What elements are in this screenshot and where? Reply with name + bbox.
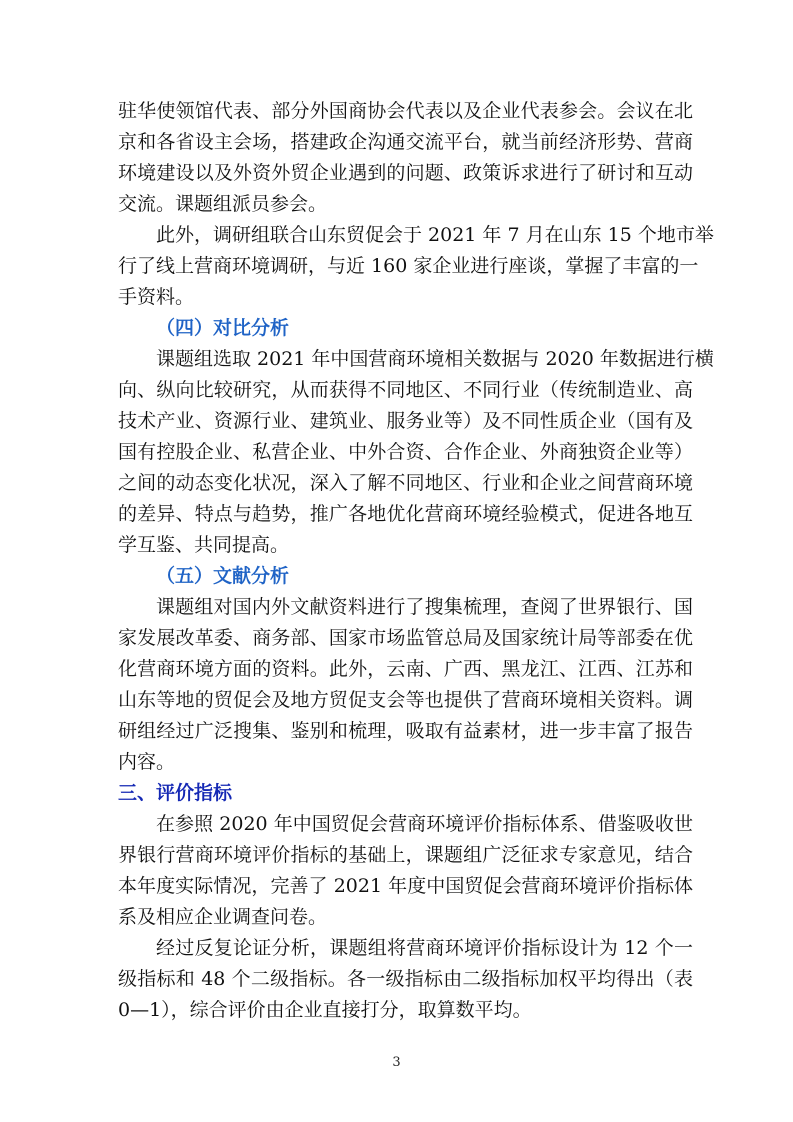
text-line: 化营商环境方面的资料。此外，云南、广西、黑龙江、江西、江苏和	[118, 658, 693, 680]
text-line: 界银行营商环境评价指标的基础上，课题组广泛征求专家意见，结合	[118, 844, 693, 866]
subsection-heading-literature-analysis: （五）文献分析	[156, 565, 290, 587]
text-line: 山东等地的贸促会及地方贸促支会等也提供了营商环境相关资料。调	[118, 689, 693, 711]
text-line: 内容。	[118, 751, 176, 773]
text-line: 本年度实际情况，完善了 2021 年度中国贸促会营商环境评价指标体	[118, 875, 693, 897]
text-line: 家发展改革委、商务部、国家市场监管总局及国家统计局等部委在优	[118, 627, 693, 649]
paragraph-meeting-participants	[118, 96, 693, 220]
paragraph-literature-analysis	[118, 592, 693, 778]
page-body	[118, 96, 714, 1026]
section-heading-evaluation-indicators: 三、评价指标	[118, 782, 233, 804]
text-line: 国有控股企业、私营企业、中外合资、合作企业、外商独资企业等）	[118, 441, 693, 463]
paragraph-indicator-system	[118, 809, 693, 933]
text-line: 学互鉴、共同提高。	[118, 534, 290, 556]
subsection-heading-comparative-analysis: （四）对比分析	[156, 317, 290, 339]
text-line: 此外，调研组联合山东贸促会于 2021 年 7 月在山东 15 个地市举	[156, 224, 714, 246]
page-number: 3	[392, 1055, 401, 1070]
text-line: 之间的动态变化状况，深入了解不同地区、行业和企业之间营商环境	[118, 472, 693, 494]
text-line: 级指标和 48 个二级指标。各一级指标由二级指标加权平均得出（表	[118, 968, 693, 990]
text-line: 驻华使领馆代表、部分外国商协会代表以及企业代表参会。会议在北	[118, 100, 693, 122]
text-line: 的差异、特点与趋势，推广各地优化营商环境经验模式，促进各地互	[118, 503, 693, 525]
text-line: 系及相应企业调查问卷。	[118, 906, 328, 928]
text-line: 交流。课题组派员参会。	[118, 193, 328, 215]
text-line: 技术产业、资源行业、建筑业、服务业等）及不同性质企业（国有及	[118, 410, 693, 432]
text-line: 经过反复论证分析，课题组将营商环境评价指标设计为 12 个一	[156, 937, 693, 959]
text-line: 环境建设以及外资外贸企业遇到的问题、政策诉求进行了研讨和互动	[118, 162, 693, 184]
text-line: 0—1），综合评价由企业直接打分，取算数平均。	[118, 999, 532, 1021]
paragraph-shandong-survey	[118, 220, 714, 313]
paragraph-comparative-analysis	[118, 344, 714, 561]
text-line: 课题组选取 2021 年中国营商环境相关数据与 2020 年数据进行横	[156, 348, 714, 370]
text-line: 行了线上营商环境调研，与近 160 家企业进行座谈，掌握了丰富的一	[118, 255, 699, 277]
text-line: 向、纵向比较研究，从而获得不同地区、不同行业（传统制造业、高	[118, 379, 693, 401]
paragraph-indicator-design	[118, 933, 693, 1026]
text-line: 手资料。	[118, 286, 195, 308]
text-line: 课题组对国内外文献资料进行了搜集梳理，查阅了世界银行、国	[156, 596, 693, 618]
text-line: 研组经过广泛搜集、鉴别和梳理，吸取有益素材，进一步丰富了报告	[118, 720, 693, 742]
text-line: 京和各省设主会场，搭建政企沟通交流平台，就当前经济形势、营商	[118, 131, 693, 153]
text-line: 在参照 2020 年中国贸促会营商环境评价指标体系、借鉴吸收世	[156, 813, 693, 835]
